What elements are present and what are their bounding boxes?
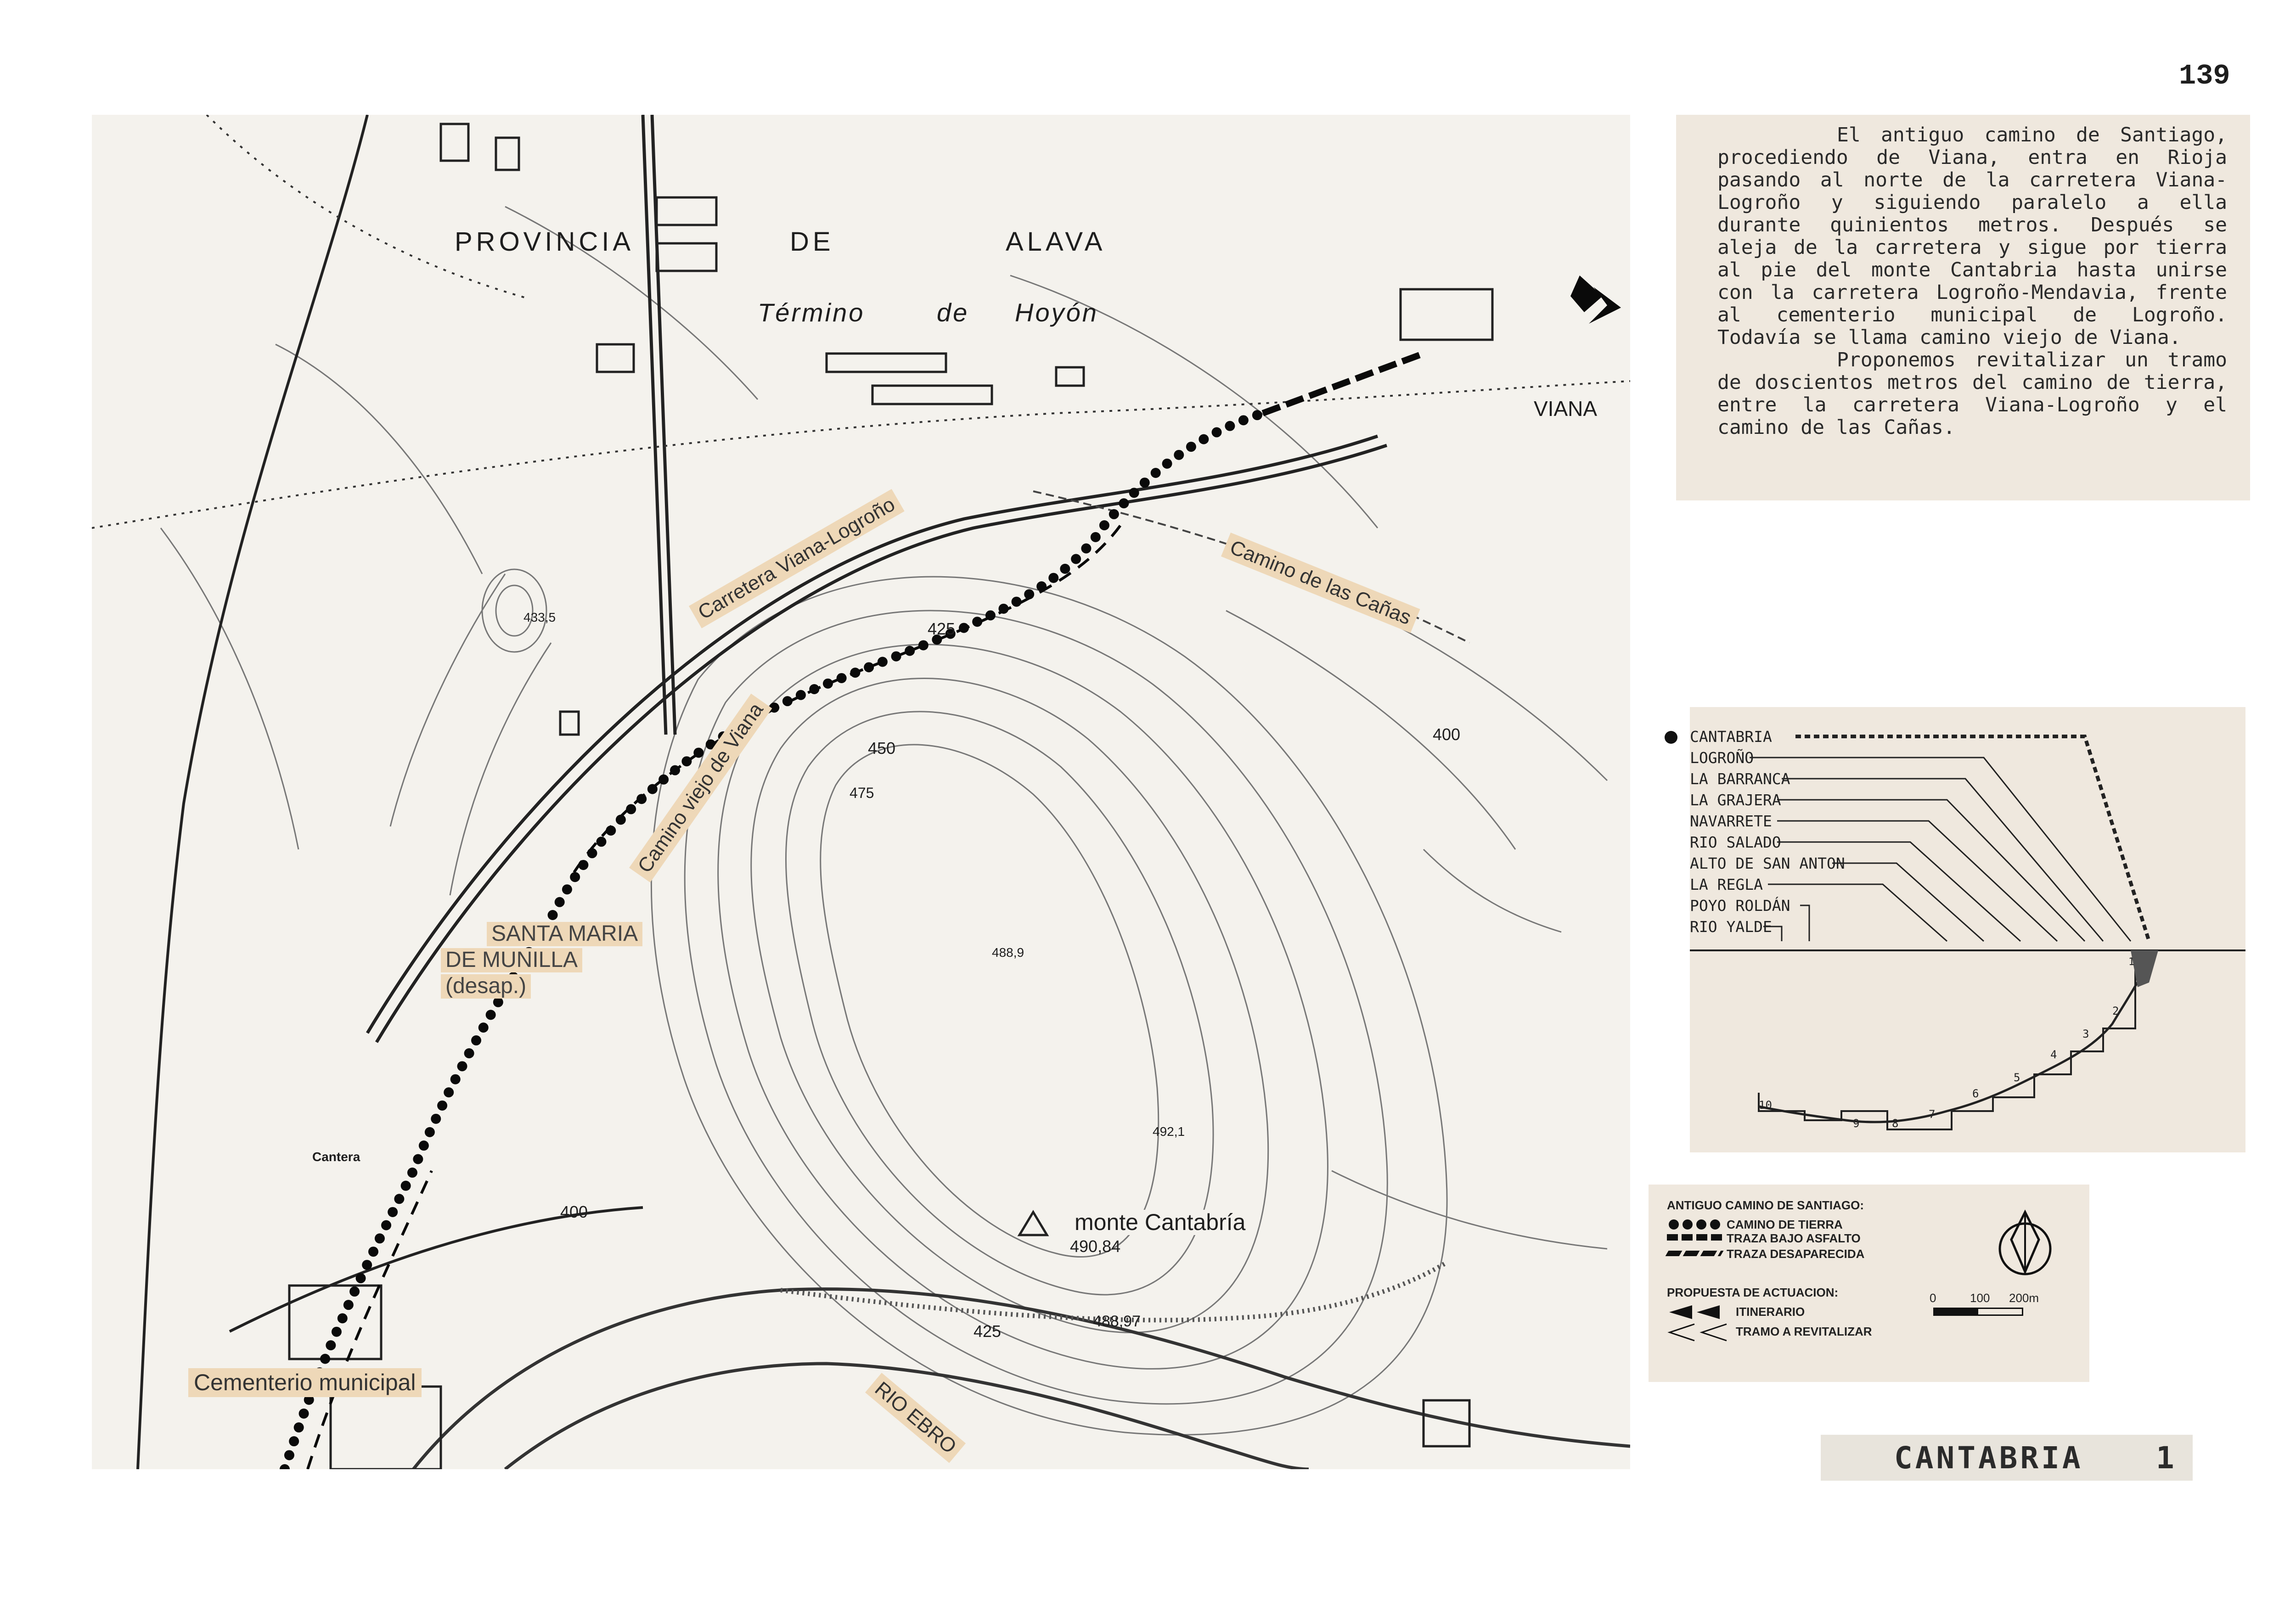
- height-label-4921: 492,1: [1153, 1124, 1185, 1139]
- profile-number-4: 4: [2050, 1048, 2057, 1061]
- map-label-rio-ebro: RIO EBRO: [865, 1373, 966, 1463]
- map-label-carretera: Carretera Viana-Logroño: [689, 489, 905, 629]
- contour-label-425b: 425: [974, 1322, 1002, 1341]
- map-label-monte: monte Cantabría: [1075, 1209, 1246, 1235]
- description-paragraph-1: El antiguo camino de Santiago, procediendo de Viana, entra en Rioja pasando al norte de la carretera Viana-Logroño y siguiendo paralelo a ella durante quinientos metros. Después se aleja de la carretera y sigue por tierra al pie del monte Cantabria hasta unirse con la carretera Logroño-Mendavia, frente al cementerio municipal de Logroño. Todavía se llama camino viejo de Viana.: [1717, 124, 2227, 349]
- profile-number-10: 10: [1759, 1099, 1772, 1112]
- map-legend: [1649, 1185, 2089, 1382]
- revitalize-arrow-icon: [1667, 1322, 1736, 1345]
- legend-heading-proposal: PROPUESTA DE ACTUACION:: [1667, 1286, 1839, 1299]
- map-label-cantera: Cantera: [312, 1150, 360, 1164]
- map-label-hoyon: Hoyón: [1015, 298, 1098, 327]
- itinerary-arrow-icon: [1667, 1303, 1727, 1324]
- profile-stage-2: LOGROÑO: [1690, 749, 1754, 767]
- contour-label-475: 475: [850, 785, 874, 801]
- profile-number-5: 5: [2014, 1071, 2020, 1084]
- legend-item-earth-path: CAMINO DE TIERRA: [1727, 1218, 1843, 1231]
- map-label-camino-viejo: Camino viejo de Viana: [629, 693, 772, 882]
- map-label-cementerio: Cementerio municipal: [188, 1368, 422, 1397]
- profile-stage-4: LA GRAJERA: [1690, 791, 1781, 809]
- map-label-provincia: PROVINCIA: [455, 227, 635, 257]
- profile-number-3: 3: [2082, 1028, 2089, 1040]
- scale-bar: [1933, 1308, 2023, 1316]
- legend-item-vanished: TRAZA DESAPARECIDA: [1727, 1247, 1865, 1261]
- current-stage-dot: [1665, 731, 1677, 744]
- description-paragraph-2: Proponemos revitalizar un tramo de doscientos metros del camino de tierra, entre la carretera Viana-Logroño y el camino de las Cañas.: [1717, 348, 2227, 439]
- profile-stage-1: CANTABRIA: [1690, 728, 1772, 746]
- profile-stage-10: RIO YALDE: [1690, 918, 1772, 936]
- page-number: 139: [2179, 60, 2230, 92]
- profile-stage-8: LA REGLA: [1690, 876, 1763, 893]
- section-title: CANTABRIA: [1894, 1440, 2083, 1476]
- map-label-de-munilla: DE MUNILLA: [441, 948, 582, 972]
- profile-number-2: 2: [2112, 1005, 2119, 1017]
- asphalt-trace-symbol: [1667, 1234, 1722, 1241]
- map-label-camino-canas: Camino de las Cañas: [1221, 533, 1420, 633]
- earth-path-symbol: [1667, 1218, 1731, 1234]
- profile-stage-6: RIO SALADO: [1690, 833, 1781, 851]
- scale-label-100: 100: [1970, 1291, 1990, 1305]
- legend-item-asphalt: TRAZA BAJO ASFALTO: [1727, 1231, 1861, 1245]
- scale-label-0: 0: [1930, 1291, 1936, 1305]
- profile-stage-5: NAVARRETE: [1690, 812, 1772, 830]
- map-label-termino-de: de: [937, 298, 969, 327]
- map-label-alava: ALAVA: [1006, 227, 1106, 257]
- map-label-de: DE: [790, 227, 834, 257]
- profile-number-8: 8: [1892, 1117, 1899, 1130]
- contour-label-400a: 400: [560, 1202, 588, 1221]
- section-number: 1: [2156, 1440, 2174, 1476]
- contour-label-425a: 425: [928, 619, 956, 638]
- profile-stage-3: LA BARRANCA: [1690, 770, 1790, 788]
- route-profile-diagram: [1690, 707, 2245, 1152]
- description-panel: [1676, 115, 2250, 500]
- profile-stage-9: POYO ROLDÁN: [1690, 897, 1790, 915]
- legend-heading: ANTIGUO CAMINO DE SANTIAGO:: [1667, 1198, 1864, 1212]
- height-label-4889: 488,9: [992, 945, 1024, 960]
- map-label-monte-height: 490,84: [1070, 1237, 1121, 1256]
- vanished-trace-symbol: [1666, 1251, 1724, 1256]
- topographic-map[interactable]: [92, 115, 1630, 1469]
- height-label-48897: 488,97: [1093, 1313, 1141, 1330]
- contour-label-450: 450: [868, 739, 896, 758]
- map-label-viana: VIANA: [1534, 397, 1598, 421]
- section-footer-tab: [1821, 1435, 2193, 1481]
- legend-item-itinerary: ITINERARIO: [1736, 1305, 1805, 1319]
- map-label-desap: (desap.): [441, 974, 531, 999]
- profile-number-9: 9: [1853, 1117, 1860, 1130]
- legend-item-revitalize: TRAMO A REVITALIZAR: [1736, 1325, 1872, 1338]
- profile-number-1: 1: [2128, 956, 2135, 968]
- north-arrow-icon: [1998, 1207, 2053, 1283]
- contour-label-400b: 400: [1433, 725, 1461, 744]
- profile-number-7: 7: [1929, 1108, 1936, 1121]
- map-label-santa-maria: SANTA MARIA: [487, 922, 642, 946]
- profile-leader-lines: [1690, 707, 2245, 1152]
- scale-label-200m: 200m: [2009, 1291, 2039, 1305]
- profile-number-6: 6: [1972, 1087, 1979, 1100]
- map-label-termino: Término: [758, 298, 865, 327]
- height-label-4335: 433,5: [523, 610, 556, 624]
- profile-stage-7: ALTO DE SAN ANTON: [1690, 854, 1845, 872]
